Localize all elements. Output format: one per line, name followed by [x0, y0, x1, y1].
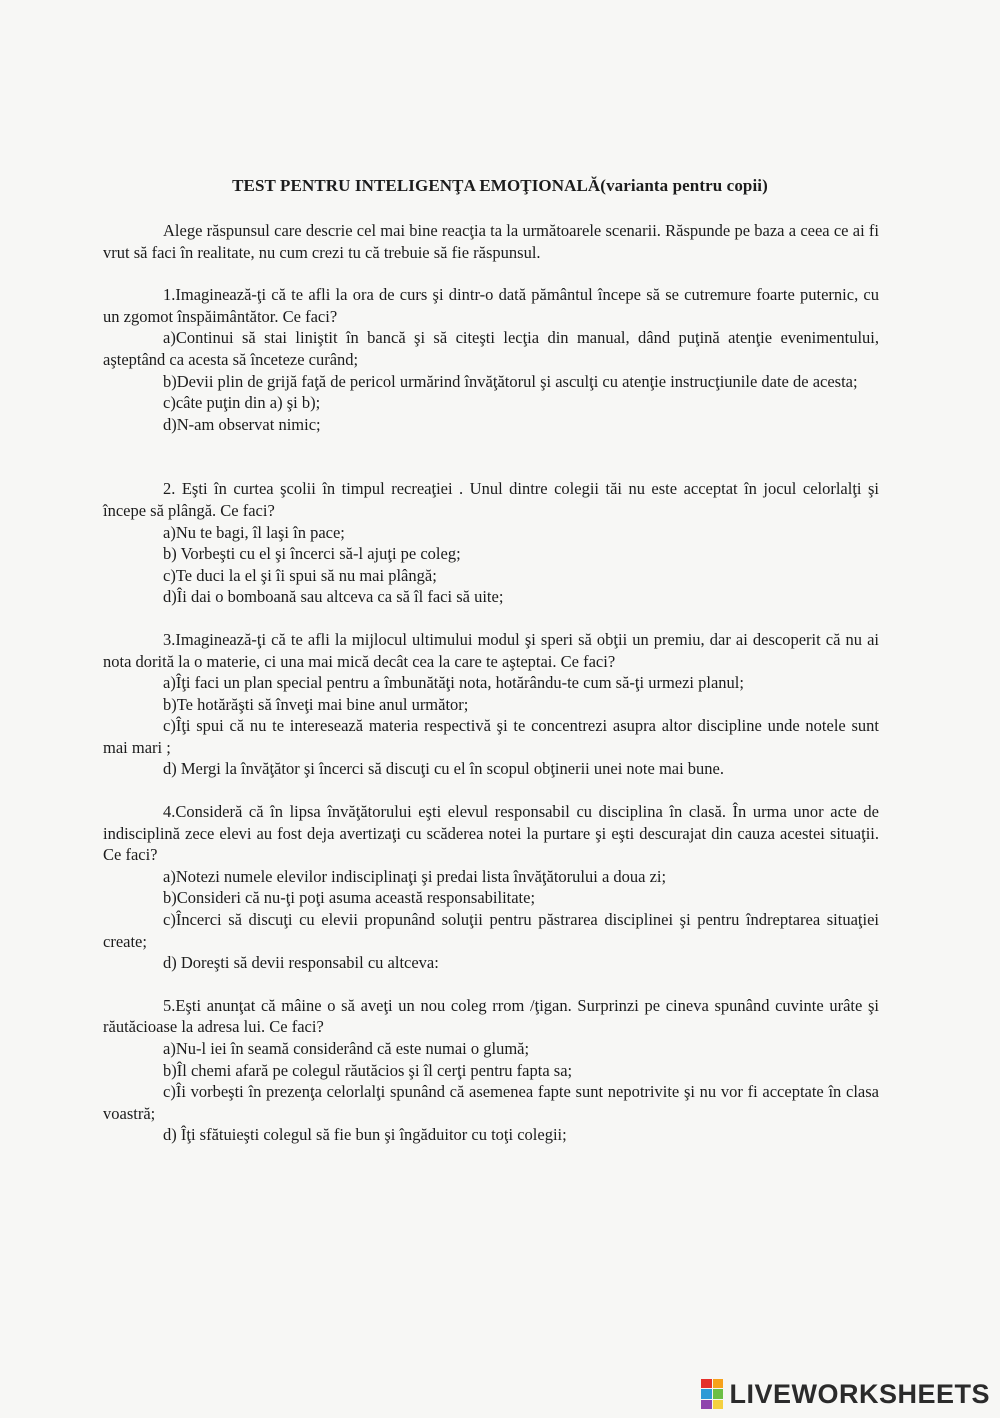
- option-b[interactable]: b)Devii plin de grijă faţă de pericol urmărind învăţătorul şi asculţi cu atenţie instrucţiunile date de acesta;: [163, 371, 858, 391]
- liveworksheets-watermark: [701, 1378, 990, 1410]
- option-c[interactable]: c)Încerci să discuţi cu elevii propunând soluţii pentru păstrarea disciplinei şi pentru îndreptarea situaţiei create;: [103, 910, 879, 951]
- intro-paragraph: Alege răspunsul care descrie cel mai bine reacţia ta la următoarele scenarii. Răspunde pe baza a ceea ce ai fi vrut să faci în realitate, nu cum crezi tu că trebuie să fie răspunsul.: [103, 221, 879, 262]
- question-text: 2. Eşti în curtea şcolii în timpul recreaţiei . Unul dintre colegii tăi nu este acceptat în jocul celorlalţi şi începe să plângă. Ce faci?: [103, 479, 879, 520]
- question-text: 4.Consideră că în lipsa învăţătorului eşti elevul responsabil cu disciplina în clasă. În urma unor acte de indisciplină zece elevi au fost deja avertizaţi cu scăderea notei la purtare şi eşti descurajat din cauza acestei situaţii. Ce faci?: [103, 802, 879, 865]
- option-d[interactable]: d) Doreşti să devii responsabil cu altceva:: [163, 953, 439, 973]
- option-c[interactable]: c)Îţi spui că nu te interesează materia respectivă şi te concentrezi asupra altor discipline unde notele sunt mai mari ;: [103, 716, 879, 757]
- option-a[interactable]: a)Îţi faci un plan special pentru a îmbunătăţi nota, hotărându-te cum să-ţi urmezi planul;: [163, 673, 744, 693]
- option-d[interactable]: d)Îi dai o bomboană sau altceva ca să îl faci să uite;: [163, 587, 504, 607]
- option-a[interactable]: a)Nu te bagi, îl laşi în pace;: [163, 522, 345, 542]
- option-a[interactable]: a)Continui să stai liniştit în bancă şi să citeşti lecţia din manual, dând puţină atenţie evenimentului, aşteptând ca acesta să înceteze curând;: [103, 328, 879, 369]
- option-a[interactable]: a)Nu-l iei în seamă considerând că este numai o glumă;: [163, 1039, 530, 1058]
- question-2: [103, 478, 879, 608]
- question-text: 1.Imaginează-ţi că te afli la ora de curs şi dintr-o dată pământul începe să se cutremure foarte puternic, cu un zgomot înspăimântător. Ce faci?: [103, 285, 879, 326]
- question-text: 3.Imaginează-ţi că te afli la mijlocul ultimului modul şi speri să obţii un premiu, dar ai descoperit că nu ai nota dorită la o materie, ci una mai mică decât cea la care te aşteptai. Ce faci?: [103, 629, 879, 671]
- liveworksheets-logo-icon: [701, 1379, 723, 1409]
- option-d[interactable]: d) Mergi la învăţător şi încerci să discuţi cu el în scopul obţinerii unei note mai bune.: [163, 759, 725, 779]
- option-d[interactable]: d) Îţi sfătuieşti colegul să fie bun şi îngăduitor cu toţi colegii;: [163, 1125, 567, 1145]
- option-c[interactable]: c)câte puţin din a) şi b);: [163, 393, 321, 413]
- question-4: [103, 801, 879, 974]
- option-a[interactable]: a)Notezi numele elevilor indisciplinaţi şi predai lista învăţătorului a doua zi;: [163, 866, 667, 886]
- option-d[interactable]: d)N-am observat nimic;: [163, 414, 321, 434]
- document-body: [103, 220, 879, 1146]
- question-5: [103, 995, 879, 1146]
- option-b[interactable]: b)Te hotărăşti să înveţi mai bine anul următor;: [163, 694, 469, 714]
- brand-name: LIVEWORKSHEETS: [729, 1378, 990, 1409]
- question-text: 5.Eşti anunţat că mâine o să aveţi un nou coleg rrom /ţigan. Surprinzi pe cineva spunând cuvinte urâte şi răutăcioase la adresa lui. Ce faci?: [103, 995, 879, 1037]
- option-c[interactable]: c)Îi vorbeşti în prezenţa celorlalţi spunând că asemenea fapte sunt nepotrivite şi nu vor fi acceptate în clasa voastră;: [103, 1082, 879, 1123]
- option-c[interactable]: c)Te duci la el şi îi spui să nu mai plângă;: [163, 565, 437, 585]
- option-b[interactable]: b)Consideri că nu-ţi poţi asuma această responsabilitate;: [163, 888, 536, 908]
- page-title: TEST PENTRU INTELIGENŢA EMOŢIONALĂ(varianta pentru copii): [232, 176, 768, 195]
- option-b[interactable]: b)Îl chemi afară pe colegul răutăcios şi îl cerţi pentru fapta sa;: [163, 1060, 573, 1080]
- question-3: [103, 629, 879, 780]
- question-1: [103, 284, 879, 435]
- option-b[interactable]: b) Vorbeşti cu el şi încerci să-l ajuţi pe coleg;: [163, 544, 461, 564]
